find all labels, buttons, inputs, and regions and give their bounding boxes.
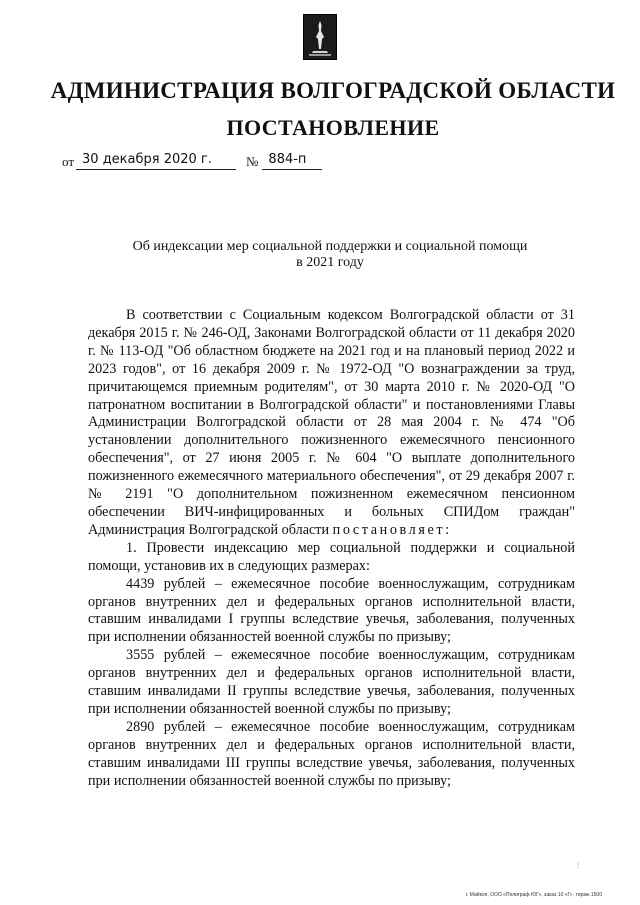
allowance-group-2-paragraph: 3555 рублей – ежемесячное пособие военнослужащим, сотрудникам органов внутренних дел и федеральных органов исполнительной власти, ставшим инвалидами II группы вследствие увечья, заболевания, полученных при исполнении обязанностей военной службы по призыву; bbox=[88, 647, 575, 717]
document-number: 884-п bbox=[262, 152, 322, 170]
preamble-text: В соответствии с Социальным кодексом Волгоградской области от 31 декабря 2015 г. № 246-ОД, Законами Волгоградской области от 11 декабря 2020 г. № 113-ОД "Об областном бюджете на 2021 год и на плановый период 2022 и 2023 годов", от 16 декабря 2009 г. № 1972-ОД "О вознаграждении за труд, причитающемся приемным родителям", от 30 марта 2010 г. № 2020-ОД "О патронатном воспитании в Волгоградской области" и постановлениями Главы Администрации Волгоградской области от 28 мая 2004 г. № 474 "Об установлении дополнительного пожизненного ежемесячного пенсионного обеспечения", от 27 июня 2005 г. № 604 "О выплате дополнительного пожизненного ежемесячного материального обеспечения", от 29 декабря 2007 г. № 2191 "О дополнительном пожизненном ежемесячном пенсионном обеспечении ВИЧ-инфицированных и больных СПИДом граждан" Администрация Волгоградской области bbox=[88, 307, 575, 538]
clause-1-paragraph: 1. Провести индексацию мер социальной поддержки и социальной помощи, установив их в следующих размерах: bbox=[88, 539, 575, 574]
document-body bbox=[88, 307, 575, 790]
resolves-word: постановляет: bbox=[332, 521, 452, 538]
document-type-title: ПОСТАНОВЛЕНИЕ bbox=[226, 115, 440, 140]
number-label: № bbox=[246, 154, 259, 169]
date-label: от bbox=[62, 154, 75, 169]
allowance-group-1-paragraph: 4439 рублей – ежемесячное пособие военнослужащим, сотрудникам органов внутренних дел и федеральных органов исполнительной власти, ставшим инвалидами I группы вследствие увечья, заболевания, полученных при исполнении обязанностей военной службы по призыву; bbox=[88, 575, 575, 646]
subject-line-1: Об индексации мер социальной поддержки и социальной помощи bbox=[132, 239, 528, 254]
coat-of-arms-icon bbox=[303, 14, 337, 60]
printer-footer: г. Майкоп, ООО «Полиграф-ЮГ», заказ 10 «Г», тираж 1500 bbox=[465, 892, 602, 898]
document-date: 30 декабря 2020 г. bbox=[76, 152, 236, 170]
subject-line-2: в 2021 году bbox=[296, 255, 364, 270]
allowance-group-3-paragraph: 2890 рублей – ежемесячное пособие военнослужащим, сотрудникам органов внутренних дел и федеральных органов исполнительной власти, ставшим инвалидами III группы вследствие увечья, заболевания, полученных при исполнении обязанностей военной службы по призыву; bbox=[88, 718, 575, 789]
organization-title: АДМИНИСТРАЦИЯ ВОЛГОГРАДСКОЙ ОБЛАСТИ bbox=[50, 78, 616, 103]
preamble-paragraph bbox=[88, 307, 575, 540]
document-subject bbox=[110, 239, 550, 271]
page-mark: ⋮ bbox=[575, 863, 581, 869]
dateline bbox=[62, 148, 322, 170]
emblem-graphic bbox=[304, 15, 336, 59]
